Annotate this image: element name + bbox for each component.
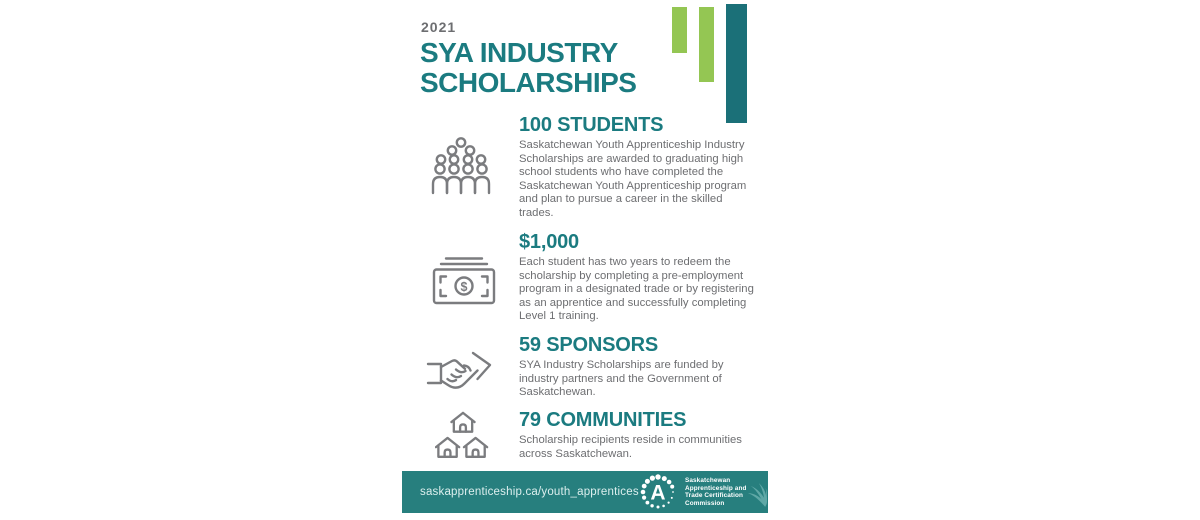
logo-letter-a: A: [650, 481, 666, 505]
students-body: Saskatchewan Youth Apprenticeship Industry Scholarships are awarded to graduating high school students who have completed the Saskatchewan Youth Apprenticeship program and plan to pursue a career in the skilled trades.: [519, 139, 747, 219]
svg-text:$: $: [460, 279, 468, 294]
wheat-sheaf-icon: [747, 482, 767, 513]
handshake-icon: [426, 349, 494, 397]
poster-title-line2: SCHOLARSHIPS: [420, 67, 637, 98]
scholarship-poster: [402, 0, 768, 513]
year-label: 2021: [421, 19, 457, 35]
amount-body: Each student has two years to redeem the scholarship by completing a pre-employment program in a designated trade or by registering as an apprentice and successfully completing Level 1 training.: [519, 256, 754, 323]
footer-band: [402, 471, 768, 513]
communities-heading: 79 COMMUNITIES: [519, 409, 687, 431]
decor-bar-green-short: [672, 7, 687, 53]
people-icon: [429, 136, 493, 196]
satcc-logo-text: [685, 477, 755, 507]
sponsors-heading: 59 SPONSORS: [519, 334, 658, 356]
decor-bar-teal: [726, 4, 747, 123]
decor-bar-green-tall: [699, 7, 714, 82]
money-icon: [431, 256, 497, 306]
logo-text-line1: Saskatchewan: [685, 477, 731, 484]
houses-icon: [435, 410, 491, 464]
logo-text-line4: Commission: [685, 499, 725, 507]
logo-text-line3: Trade Certification: [685, 492, 744, 500]
logo-text-line2: Apprenticeship and: [685, 484, 747, 492]
communities-body: Scholarship recipients reside in communities across Saskatchewan.: [519, 434, 742, 460]
amount-heading: $1,000: [519, 231, 579, 253]
website-url: saskapprenticeship.ca/youth_apprentices: [420, 486, 639, 498]
students-heading: 100 STUDENTS: [519, 114, 664, 136]
sponsors-body: SYA Industry Scholarships are funded by industry partners and the Government of Saskatchewan.: [519, 359, 724, 399]
poster-title-line1: SYA INDUSTRY: [420, 37, 618, 68]
satcc-logo-icon: [639, 473, 677, 511]
